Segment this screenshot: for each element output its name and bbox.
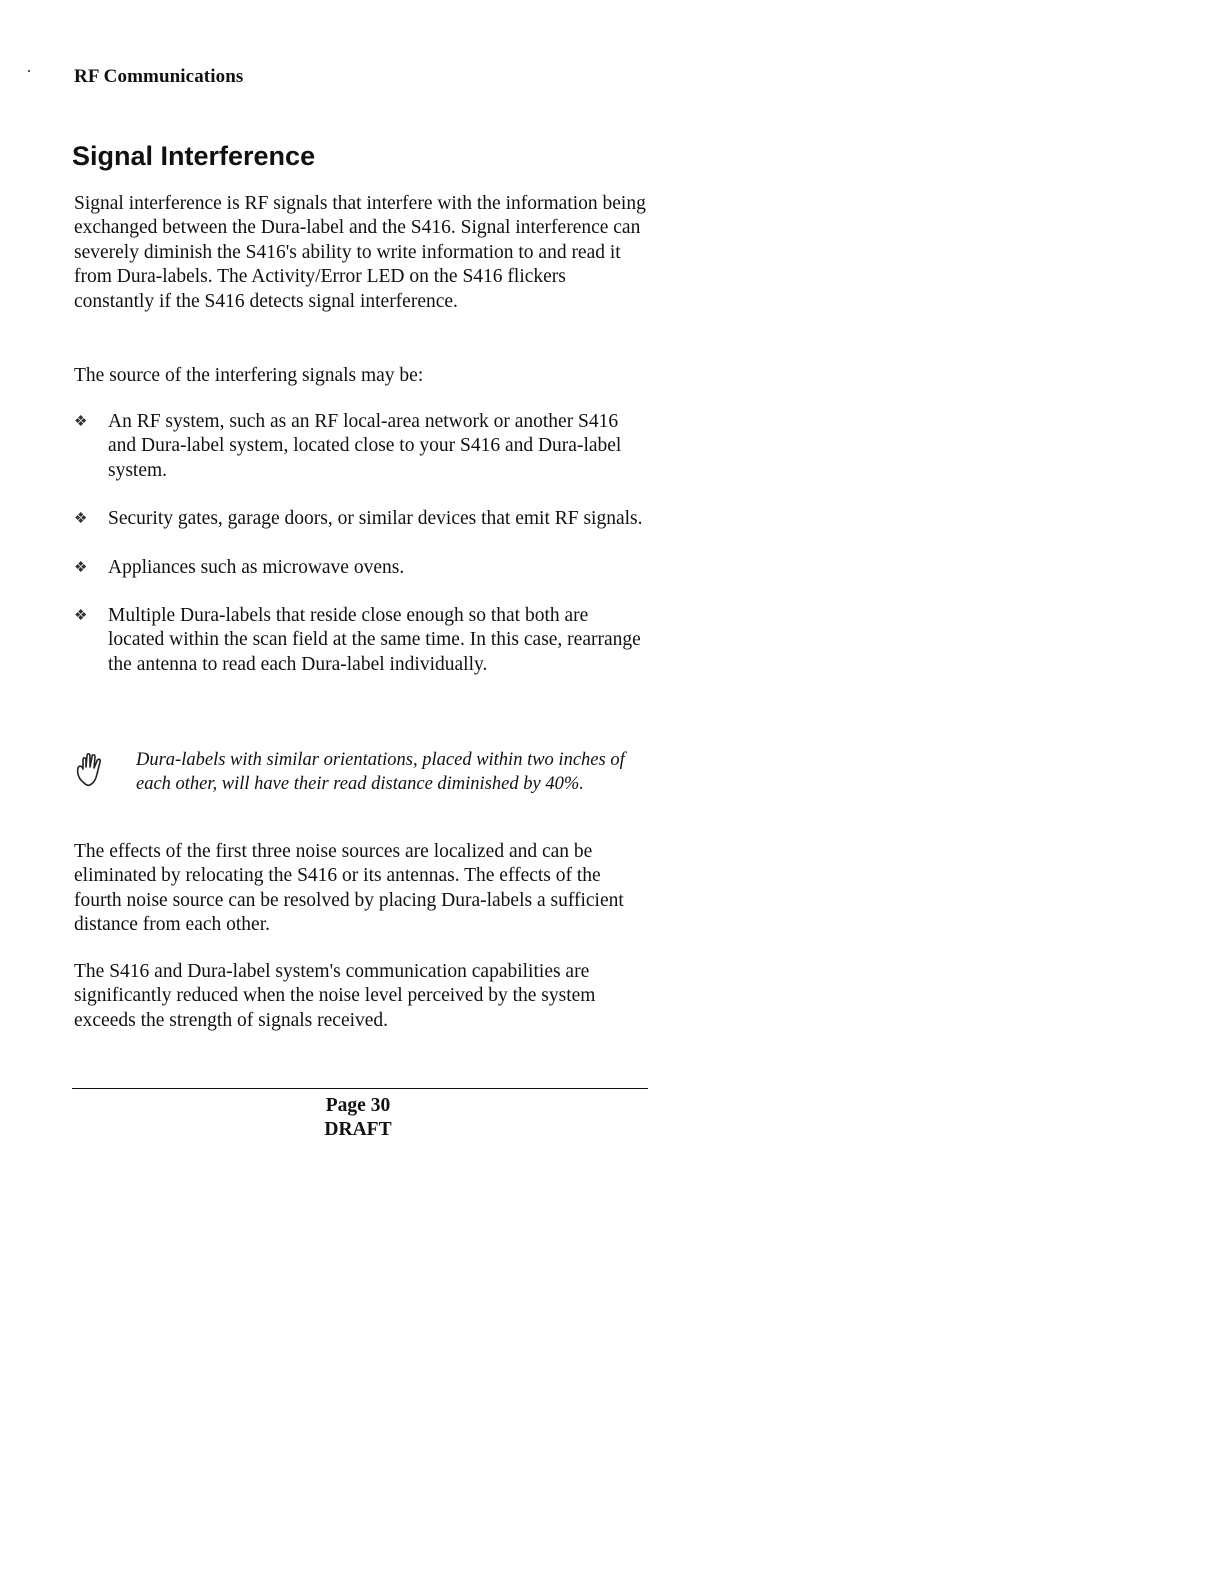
sources-lead-paragraph: The source of the interfering signals may be: <box>74 365 424 386</box>
list-item-text: Appliances such as microwave ovens. <box>108 556 405 578</box>
list-item-text: Multiple Dura-labels that reside close enough so that both are located within the scan field at the same time. In this case, rearrange the antenna to read each Dura-label individually. <box>108 605 641 675</box>
note-text: Dura-labels with similar orientations, placed within two inches of each other, will have their read distance diminished by 40%. <box>136 750 625 795</box>
list-item <box>74 556 646 580</box>
diamond-bullet-icon: ❖ <box>74 608 88 625</box>
note-callout <box>74 748 646 797</box>
capabilities-paragraph: The S416 and Dura-label system's communication capabilities are significantly reduced when the noise level perceived by the system exceeds the strength of signals received. <box>74 961 596 1031</box>
list-item <box>74 410 646 483</box>
diamond-bullet-icon: ❖ <box>74 414 88 430</box>
hand-icon <box>74 752 108 788</box>
intro-paragraph: Signal interference is RF signals that interfere with the information being exchanged between the Dura-label and the S416. Signal interference can severely diminish the S416's ability to write information to and read it from Dura-labels. The Activity/Error LED on the S416 flickers constantly if the S416 detects signal interference. <box>74 193 646 312</box>
scan-speck <box>28 70 30 72</box>
list-item <box>74 507 646 531</box>
effects-paragraph: The effects of the first three noise sources are localized and can be eliminated by relocating the S416 or its antennas. The effects of the fourth noise source can be resolved by placing Dura-labels a sufficient distance from each other. <box>74 841 624 936</box>
list-item-text: Security gates, garage doors, or similar devices that emit RF signals. <box>108 508 643 530</box>
list-item <box>74 604 646 677</box>
list-item-text: An RF system, such as an RF local-area network or another S416 and Dura-label system, located close to your S416 and Dura-label system. <box>108 411 622 481</box>
draft-label: DRAFT <box>324 1119 392 1140</box>
footer-rule <box>72 1088 648 1089</box>
interference-sources-list <box>74 410 646 701</box>
running-header: RF Communications <box>74 66 244 87</box>
diamond-bullet-icon: ❖ <box>74 511 88 528</box>
page-number: Page 30 <box>325 1095 391 1116</box>
section-title: Signal Interference <box>72 141 316 171</box>
diamond-bullet-icon: ❖ <box>74 559 88 576</box>
